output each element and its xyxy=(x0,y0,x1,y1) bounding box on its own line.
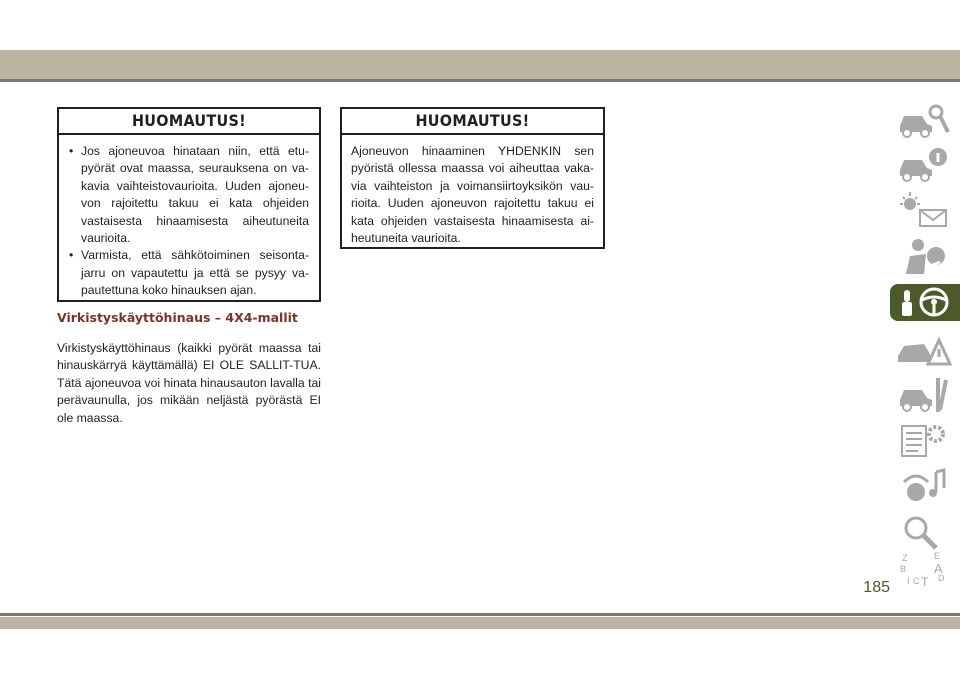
note-heading: HUOMAUTUS! xyxy=(59,109,319,135)
warning-note-left xyxy=(57,107,321,302)
tab-customer-assistance[interactable] xyxy=(890,514,960,551)
footer-band xyxy=(0,617,960,629)
warning-note-right xyxy=(340,107,605,249)
tab-car-info[interactable] xyxy=(890,146,960,183)
tab-emergency[interactable] xyxy=(890,330,960,367)
car-key-icon xyxy=(896,102,952,139)
header-band xyxy=(0,50,960,79)
tab-service[interactable] xyxy=(890,376,960,413)
index-letter: I xyxy=(907,576,910,586)
tab-car-key[interactable] xyxy=(890,102,960,139)
footer-rule xyxy=(0,613,960,616)
section-body-text: Virkistyskäyttöhinaus (kaikki pyörät maassa tai hinauskärryä käyttämällä) EI OLE SALLIT-TUA. Tätä ajoneuvoa voi hinata hinausauton lavalla tai perävaunulla, jos mikään neljästä pyörästä EI ole maassa. xyxy=(57,341,321,425)
warning-lights-message-icon xyxy=(896,192,952,229)
note-heading: HUOMAUTUS! xyxy=(342,109,603,135)
specifications-gear-icon xyxy=(896,422,952,459)
note-bullet-item: • Varmista, että sähkötoiminen seisonta-jarru on vapautettu ja että se pysyy va-pautettuna koko hinauksen ajan. xyxy=(69,247,309,299)
index-letter: B xyxy=(900,564,907,574)
note-bullet-list xyxy=(69,143,309,300)
index-letter: D xyxy=(938,573,945,583)
index-letter: T xyxy=(921,575,929,589)
tab-safety[interactable] xyxy=(890,238,960,275)
car-service-tools-icon xyxy=(896,376,952,413)
tab-warning-lights[interactable] xyxy=(890,192,960,229)
tab-specifications[interactable] xyxy=(890,422,960,459)
index-letter: Z xyxy=(902,553,908,563)
car-info-icon xyxy=(896,146,952,183)
tab-starting-driving[interactable] xyxy=(890,284,960,321)
customer-assistance-search-icon xyxy=(896,514,952,551)
seat-airbag-icon xyxy=(896,238,952,275)
multimedia-icon xyxy=(896,468,952,505)
note-bullet-item: • Jos ajoneuvoa hinataan niin, että etu-pyörät ovat maassa, seurauksena on va-kavia vaihteistovaurioita. Uuden ajoneu-von rajoitettu takuu ei kata ohjeiden vastaisesta hinaamisesta aiheutuneita vaurioita. xyxy=(69,143,309,247)
index-letter: E xyxy=(934,552,941,561)
index-letters-icon xyxy=(896,552,952,589)
note-body-text: Ajoneuvon hinaaminen YHDENKIN sen pyöristä ollessa maassa voi aiheuttaa vaka-via vaihteiston ja voimansiirtoyksikön vau-rioita. Uuden ajoneuvon rajoitettu takuu ei kata ohjeiden vastaisesta hinaamisesta ai-heutuneita vaurioita. xyxy=(351,144,594,246)
roadside-emergency-icon xyxy=(896,330,952,367)
tab-index[interactable] xyxy=(890,552,960,589)
section-heading: Virkistyskäyttöhinaus – 4X4-mallit xyxy=(57,310,298,325)
index-letter: C xyxy=(913,576,920,586)
index-letter: A xyxy=(934,561,943,576)
header-rule xyxy=(0,79,960,82)
tab-multimedia[interactable] xyxy=(890,468,960,505)
page-number: 185 xyxy=(863,579,890,596)
starting-driving-icon xyxy=(896,284,952,321)
